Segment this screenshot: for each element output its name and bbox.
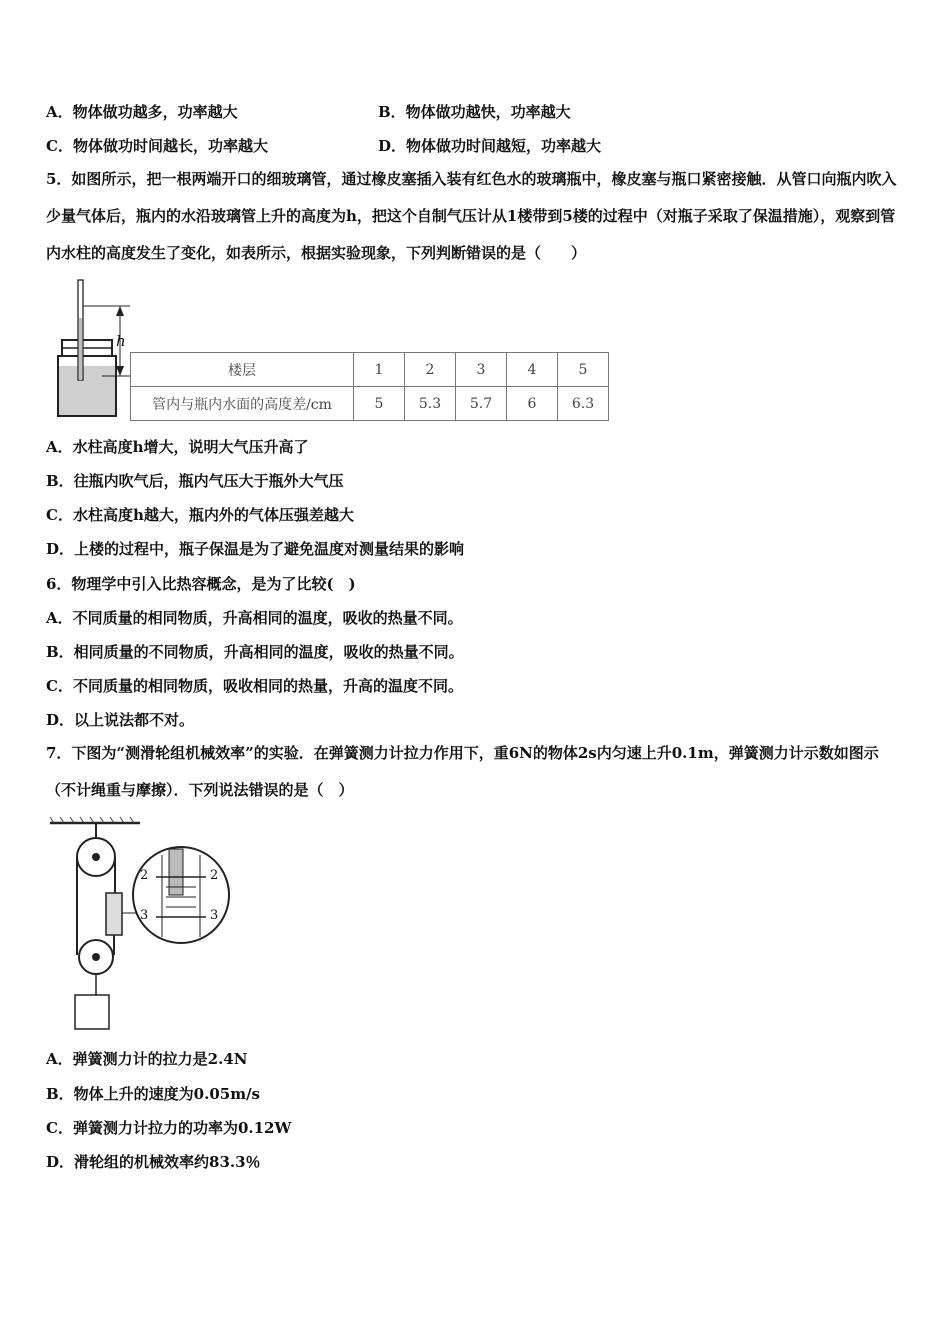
q6-stem: 6．物理学中引入比热容概念，是为了比较( )	[46, 575, 356, 593]
q7-stem: 7．下图为“测滑轮组机械效率”的实验．在弹簧测力计拉力作用下，重6N的物体2s内匀速上升0.1m，弹簧测力计示数如图示（不计绳重与摩擦）．下列说法错误的是（ ）	[46, 744, 879, 799]
q4-option-a: A．物体做功越多，功率越大	[46, 103, 238, 121]
scale-label-2-right: 2	[210, 868, 219, 883]
table-cell: 5	[558, 353, 609, 387]
q5-option-c: C．水柱高度h越大，瓶内外的气体压强差越大	[46, 506, 354, 524]
height-label: h	[116, 332, 126, 350]
q5-option-d: D．上楼的过程中，瓶子保温是为了避免温度对测量结果的影响	[46, 540, 465, 558]
table-row	[131, 353, 609, 387]
q7-option-a: A．弹簧测力计的拉力是2.4N	[46, 1050, 248, 1068]
scale-label-2-left: 2	[140, 868, 149, 883]
q7-option-d: D．滑轮组的机械效率约83.3％	[46, 1153, 261, 1171]
q7-option-c: C．弹簧测力计拉力的功率为0.12W	[46, 1119, 292, 1137]
table-cell: 5.3	[405, 387, 456, 421]
table-cell: 4	[507, 353, 558, 387]
pulley-figure	[44, 815, 244, 1035]
table-header-height: 管内与瓶内水面的高度差/cm	[131, 387, 354, 421]
q6-option-d: D．以上说法都不对。	[46, 711, 195, 729]
table-cell: 6.3	[558, 387, 609, 421]
scale-label-3-left: 3	[140, 908, 149, 923]
floor-height-table	[130, 352, 609, 421]
q5-option-a: A．水柱高度h增大，说明大气压升高了	[46, 438, 309, 456]
table-header-floor: 楼层	[131, 353, 354, 387]
q4-option-b: B．物体做功越快，功率越大	[378, 103, 571, 121]
q5-option-b: B．往瓶内吹气后，瓶内气压大于瓶外大气压	[46, 472, 344, 490]
table-cell: 6	[507, 387, 558, 421]
q4-option-c: C．物体做功时间越长，功率越大	[46, 137, 268, 155]
q6-option-b: B．相同质量的不同物质，升高相同的温度，吸收的热量不同。	[46, 643, 464, 661]
scale-label-3-right: 3	[210, 908, 219, 923]
q6-option-a: A．不同质量的相同物质，升高相同的温度，吸收的热量不同。	[46, 609, 463, 627]
q7-option-b: B．物体上升的速度为0.05m/s	[46, 1085, 261, 1103]
table-cell: 2	[405, 353, 456, 387]
table-cell: 1	[354, 353, 405, 387]
table-cell: 5	[354, 387, 405, 421]
q5-stem: 5．如图所示，把一根两端开口的细玻璃管，通过橡皮塞插入装有红色水的玻璃瓶中，橡皮塞与瓶口紧密接触．从管口向瓶内吹入少量气体后，瓶内的水沿玻璃管上升的高度为h，把这个自制气压计从1楼带到5楼的过程中（对瓶子采取了保温措施），观察到管内水柱的高度发生了变化，如表所示，根据实验现象，下列判断错误的是（ ）	[46, 170, 897, 262]
table-cell: 5.7	[456, 387, 507, 421]
table-row	[131, 387, 609, 421]
table-cell: 3	[456, 353, 507, 387]
q4-option-d: D．物体做功时间越短，功率越大	[378, 137, 602, 155]
q6-option-c: C．不同质量的相同物质，吸收相同的热量，升高的温度不同。	[46, 677, 463, 695]
